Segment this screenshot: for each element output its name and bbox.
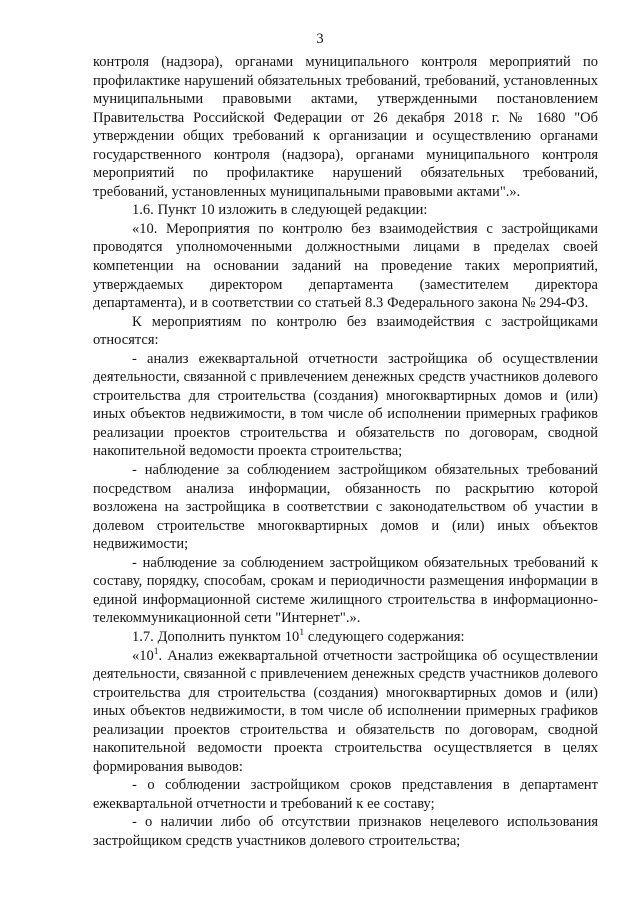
- paragraph-point-10: «10. Мероприятия по контролю без взаимодействия с застройщиками проводятся уполномоченными должностными лицами в пределах своей компетенции на основании заданий на проведение таких мероприятий, утверждаемых директором департамента (заместителем директора департамента), и в соответствии со статьей 8.3 Федерального закона № 294-ФЗ.: [93, 220, 598, 312]
- point-10-1-superscript: 1: [153, 646, 159, 657]
- item-1-7-superscript: 1: [299, 627, 305, 638]
- list-item-reporting-analysis: - анализ ежеквартальной отчетности застройщика об осуществлении деятельности, связанной с привлечением денежных средств участников долевого строительства для строительства (создания) многоквартирных домов и (или) иных объектов недвижимости, в том числе об исполнении примерных графиков реализации проектов строительства и обязательств по договорам, сводной накопительной ведомости проекта строительства;: [93, 350, 598, 460]
- item-1-7-text-a: 1.7. Дополнить пунктом 10: [132, 628, 300, 645]
- paragraph-continuation: контроля (надзора), органами муниципального контроля мероприятий по профилактике нарушений обязательных требований, требований, установленных муниципальными правовыми актами, утвержденными постановлением Правительства Российской Федерации от 26 декабря 2018 г. № 1680 "Об утверждении общих требований к организации и осуществлению органами государственного контроля (надзора), органами муниципального контроля мероприятий по профилактике нарушений обязательных требований, требований, установленных муниципальными правовыми актами".».: [93, 54, 598, 200]
- list-item-misuse-of-funds: - о наличии либо об отсутствии признаков нецелевого использования застройщиком средств участников долевого строительства;: [93, 814, 598, 849]
- point-10-1-text: . Анализ ежеквартальной отчетности застройщика об осуществлении деятельности, связанной с привлечением денежных средств участников долевого строительства для строительства (создания) многоквартирных домов и (или) иных объектов недвижимости, в том числе об исполнении примерных графиков реализации проектов строительства и обязательств по договорам, сводной накопительной ведомости проекта строительства осуществляется в целях формирования выводов:: [93, 647, 598, 775]
- page-number: 3: [316, 31, 324, 47]
- point-10-1-number: «10: [132, 647, 154, 664]
- list-item-disclosure-observation: - наблюдение за соблюдением застройщиком обязательных требований посредством анализа информации, обязанность по раскрытию которой возложена на застройщика в соответствии с законодательством об участии в долевом строительстве многоквартирных домов и (или) иных объектов недвижимости;: [93, 462, 598, 553]
- item-1-7-text-b: следующего содержания:: [304, 628, 465, 645]
- list-item-internet-placement-observation: - наблюдение за соблюдением застройщиком обязательных требований к составу, порядку, способам, срокам и периодичности размещения информации в единой информационной системе жилищного строительства в информационно-телекоммуникационной сети "Интернет".».: [93, 554, 598, 627]
- list-item-reporting-deadlines: - о соблюдении застройщиком сроков представления в департамент ежеквартальной отчетности и требований к ее составу;: [93, 777, 598, 812]
- paragraph-item-1-6: 1.6. Пункт 10 изложить в следующей редакции:: [132, 202, 428, 219]
- paragraph-measures-intro: К мероприятиям по контролю без взаимодействия с застройщиками относятся:: [93, 313, 598, 349]
- document-body: [93, 53, 598, 851]
- paragraph-point-10-1: [93, 647, 598, 777]
- paragraph-item-1-7: [93, 628, 598, 647]
